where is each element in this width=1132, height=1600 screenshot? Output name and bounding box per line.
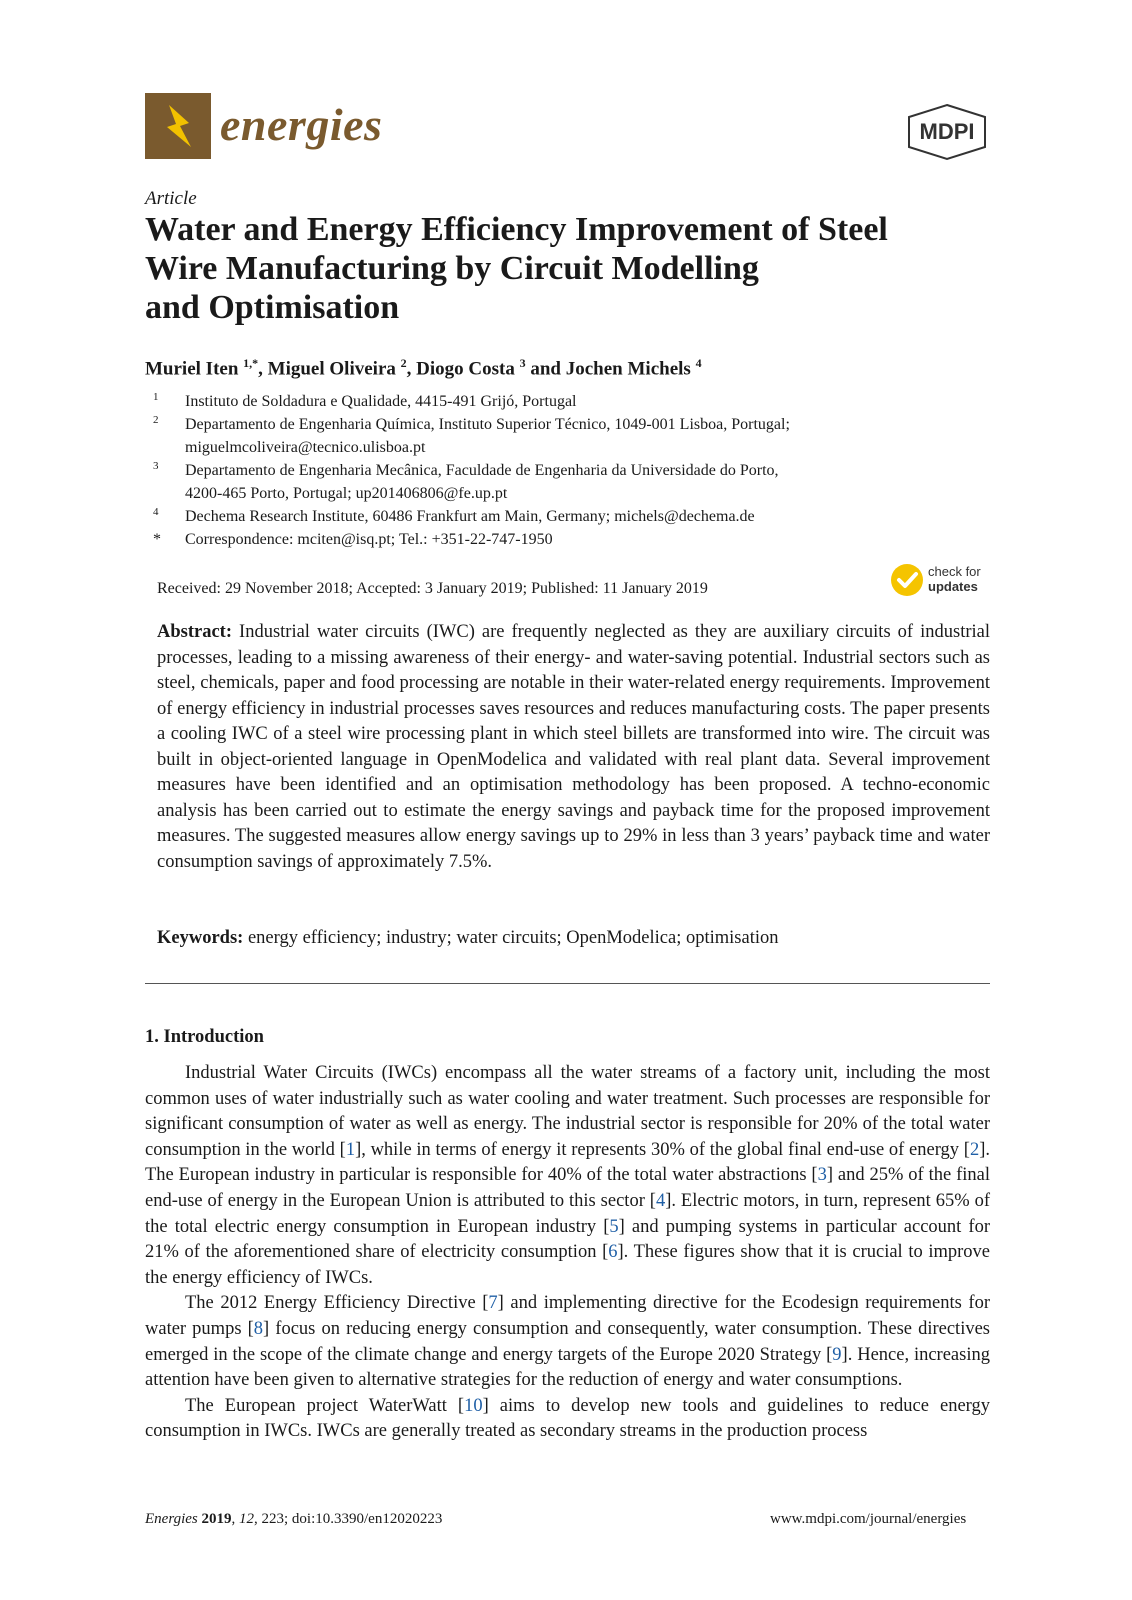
journal-name: energies <box>220 99 383 150</box>
citation-link[interactable]: 7 <box>488 1293 498 1314</box>
mdpi-hexagon-icon <box>905 103 989 161</box>
author-separator: , <box>406 358 417 380</box>
abstract-text: Industrial water circuits (IWC) are frequently neglected as they are auxiliary circuits of industrial processes, leading to a missing awareness of their energy- and water-saving potential. Industrial sectors such as steel, chemicals, paper and food processing are notable in their water-related energy requirements. Improvement of energy efficiency in industrial processes saves resources and reduces manufacturing costs. The paper presents a cooling IWC of a steel wire processing plant in which steel billets are transformed into wire. The circuit was built in object-oriented language in OpenModelica and validated with real plant data. Several improvement measures have been identified and an optimisation methodology has been proposed. A techno-economic analysis has been carried out to estimate the energy savings and payback time for the proposed improvement measures. The suggested measures allow energy savings up to 29% in less than 3 years’ payback time and water consumption savings of approximately 7.5%. <box>157 622 990 872</box>
title-line: and Optimisation <box>145 289 400 326</box>
author-name: Jochen Michels <box>565 358 691 380</box>
citation-link[interactable]: 9 <box>832 1344 842 1365</box>
body-paragraph <box>145 1061 990 1291</box>
affiliation-line: 4200-465 Porto, Portugal; up201406806@fe.up.pt <box>185 485 508 502</box>
footer-year: 2019 <box>201 1511 232 1527</box>
citation-link[interactable]: 2 <box>969 1139 980 1160</box>
affiliation-item <box>145 390 1005 413</box>
affiliation-mark: 1 <box>153 391 159 403</box>
citation-link[interactable]: 8 <box>253 1318 264 1339</box>
paragraph-text: ], while in terms of energy it represents 30% of the global final end-use of energy [ <box>355 1139 970 1160</box>
author-separator: and <box>525 358 566 380</box>
affiliation-mark: 3 <box>153 460 159 472</box>
footer-doi: , 223; doi:10.3390/en12020223 <box>254 1511 443 1527</box>
introduction-body <box>145 1061 990 1445</box>
paper-title <box>145 210 1005 327</box>
paragraph-text: Industrial Water Circuits (IWCs) encompass all the water streams of a factory unit, including the most common uses of water industrially such as water cooling and water treatment. Such processes are responsible for significant consumption of water as well as energy. The industrial sector is responsible for 20% of the total water consumption in the world [ <box>145 1063 990 1160</box>
author-name: Muriel Iten <box>145 358 239 380</box>
affiliation-line: Dechema Research Institute, 60486 Frankfurt am Main, Germany; michels@dechema.de <box>185 508 755 525</box>
check-for-updates-badge[interactable] <box>890 563 990 599</box>
paragraph-text: ]. These figures show that it is crucial to improve the energy efficiency of IWCs. <box>145 1242 991 1288</box>
affiliation-line: Departamento de Engenharia Química, Instituto Superior Técnico, 1049-001 Lisboa, Portugal; <box>185 416 790 433</box>
paragraph-text: The 2012 Energy Efficiency Directive [ <box>185 1293 489 1314</box>
author-affil-mark: 4 <box>695 356 702 370</box>
author-name: Diogo Costa <box>416 358 515 380</box>
paragraph-text: ] and pumping systems in particular account for 21% of the aforementioned share of electricity consumption [ <box>145 1216 990 1263</box>
paragraph-text: ] aims to develop new tools and guidelines to reduce energy consumption in IWCs. IWCs are generally treated as secondary streams in the production process <box>145 1395 990 1442</box>
citation-link[interactable]: 1 <box>345 1139 356 1160</box>
check-for-label: check for <box>928 564 981 579</box>
publication-dates: Received: 29 November 2018; Accepted: 3 January 2019; Published: 11 January 2019 <box>157 580 708 597</box>
keywords <box>157 928 990 949</box>
author-affil-mark: 2 <box>400 356 407 370</box>
abstract-label: Abstract: <box>157 622 233 642</box>
body-paragraph <box>145 1394 990 1445</box>
affiliation-line: Instituto de Soldadura e Qualidade, 4415-491 Grijó, Portugal <box>185 393 577 410</box>
affiliation-item <box>145 459 1005 505</box>
correspondence-item <box>145 528 1005 551</box>
citation-link[interactable]: 5 <box>609 1216 619 1237</box>
title-line: Water and Energy Efficiency Improvement of Steel <box>145 211 888 248</box>
paragraph-text: ] focus on reducing energy consumption and consequently, water consumption. These directives emerged in the scope of the climate change and energy targets of the Europe 2020 Strategy [ <box>145 1318 990 1365</box>
author-name: Miguel Oliveira <box>267 358 396 380</box>
correspondence-line: Correspondence: mciten@isq.pt; Tel.: +351-22-747-1950 <box>185 531 553 548</box>
affiliation-mark: 2 <box>153 414 159 426</box>
citation-link[interactable]: 3 <box>817 1165 827 1186</box>
citation-link[interactable]: 4 <box>655 1190 666 1211</box>
author-separator: , <box>258 358 268 380</box>
section-heading: 1. Introduction <box>145 1027 264 1047</box>
affiliation-item <box>145 505 1005 528</box>
affiliation-line: Departamento de Engenharia Mecânica, Faculdade de Engenharia da Universidade do Porto, <box>185 462 779 479</box>
check-for-updates-text <box>928 564 981 594</box>
affiliation-mark: 4 <box>153 506 159 518</box>
check-circle-icon <box>890 563 924 597</box>
keywords-label: Keywords: <box>157 928 244 948</box>
paragraph-text: ]. Hence, increasing attention have been given to alternative strategies for the reduction of energy and water consumptions. <box>145 1344 990 1391</box>
section-divider <box>145 983 990 984</box>
affiliation-list <box>145 390 1005 551</box>
citation-link[interactable]: 10 <box>464 1395 483 1416</box>
footer-journal: Energies <box>145 1511 198 1527</box>
article-type: Article <box>145 188 197 209</box>
affiliation-item <box>145 413 1005 459</box>
abstract <box>157 620 990 875</box>
paragraph-text: ] and 25% of the final end-use of energy in the European Union is attributed to this sector [ <box>145 1165 990 1211</box>
paragraph-text: ]. The European industry in particular is responsible for 40% of the total water abstractions [ <box>145 1139 990 1186</box>
lightning-icon <box>145 93 211 159</box>
author-affil-mark: 3 <box>519 356 526 370</box>
citation-link[interactable]: 6 <box>608 1242 618 1263</box>
correspondence-mark: * <box>153 531 161 548</box>
citation-footer: Energies 2019, 12, 223; doi:10.3390/en12020223 <box>145 1511 443 1527</box>
affiliation-email: miguelmcoliveira@tecnico.ulisboa.pt <box>185 439 426 456</box>
paragraph-text: ] and implementing directive for the Ecodesign requirements for water pumps [ <box>145 1293 990 1339</box>
keywords-text: energy efficiency; industry; water circuits; OpenModelica; optimisation <box>243 928 779 948</box>
paragraph-text: ]. Electric motors, in turn, represent 65% of the total electric energy consumption in European industry [ <box>145 1190 990 1237</box>
publisher-logo <box>905 103 989 161</box>
updates-label: updates <box>928 579 978 594</box>
author-list <box>145 356 702 380</box>
author-affil-mark: 1,* <box>243 356 259 370</box>
paragraph-text: The European project WaterWatt [ <box>185 1395 465 1416</box>
title-line: Wire Manufacturing by Circuit Modelling <box>145 250 759 287</box>
journal-logo <box>145 93 211 159</box>
journal-url[interactable]: www.mdpi.com/journal/energies <box>770 1511 967 1527</box>
publisher-name: MDPI <box>919 119 975 144</box>
body-paragraph <box>145 1291 990 1393</box>
footer-volume: 12 <box>239 1511 255 1527</box>
